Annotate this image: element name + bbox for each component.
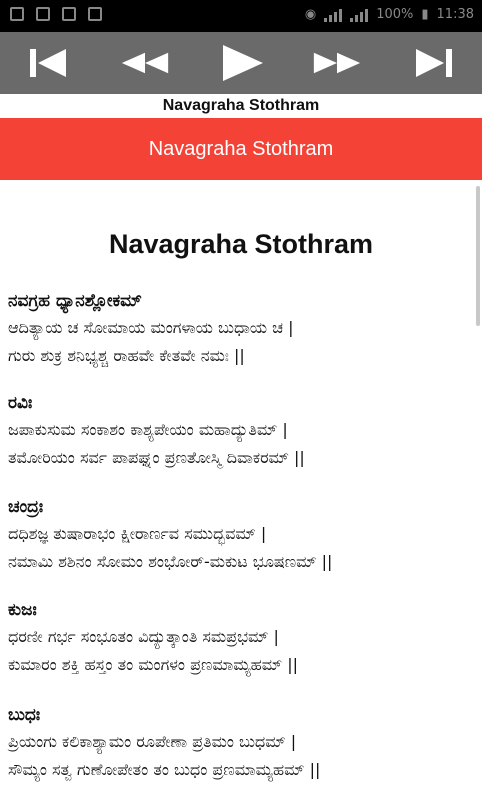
battery-level: 100% <box>376 7 414 22</box>
skip-previous-icon <box>24 43 72 83</box>
section-budha <box>8 702 473 784</box>
signal-icon <box>324 8 342 22</box>
notification-icon <box>88 7 102 21</box>
play-icon <box>213 41 269 85</box>
section-heading: ನವಗ್ರಹ ಧ್ಯಾನಶ್ಲೋಕಮ್ <box>8 291 142 311</box>
verse-line: ಆದಿತ್ಯಾಯ ಚ ಸೋಮಾಯ ಮಂಗಳಾಯ ಬುಧಾಯ ಚ | <box>8 318 294 337</box>
notification-icon <box>10 7 24 21</box>
toolbar-banner <box>0 118 482 180</box>
fast-forward-button[interactable] <box>307 38 367 88</box>
section-heading: ರವಿಃ <box>8 393 33 413</box>
section-heading: ಕುಜಃ <box>8 600 37 620</box>
notification-icons <box>10 7 102 21</box>
verse-line: ದಧಿಶಜ್ಞ ತುಷಾರಾಭಂ ಕ್ಷೀರಾರ್ಣವ ಸಮುದ್ಭವಮ್ | <box>8 524 267 543</box>
clock: 11:38 <box>436 7 474 22</box>
section-dhyana <box>8 288 473 370</box>
battery-icon: ▮ <box>421 7 429 22</box>
section-heading: ಚಂದ್ರಃ <box>8 497 44 517</box>
stothram-content[interactable] <box>0 180 482 800</box>
notification-icon <box>62 7 76 21</box>
banner-title: Navagraha Stothram <box>148 138 334 160</box>
system-icons <box>305 7 474 22</box>
skip-next-button[interactable] <box>404 38 464 88</box>
skip-previous-button[interactable] <box>18 38 78 88</box>
section-ravi <box>8 390 473 472</box>
notification-icon <box>36 7 50 21</box>
verse-line: ಗುರು ಶುಕ್ರ ಶನಿಭ್ಯಶ್ಚ ರಾಹವೇ ಕೇತವೇ ನಮಃ || <box>8 346 245 365</box>
status-bar <box>0 0 482 32</box>
verse-line: ನಮಾಮಿ ಶಶಿನಂ ಸೋಮಂ ಶಂಭೋರ್-ಮಕುಟ ಭೂಷಣಮ್ || <box>8 552 333 571</box>
verse-line: ಕುಮಾರಂ ಶಕ್ತಿ ಹಸ್ತಂ ತಂ ಮಂಗಳಂ ಪ್ರಣಮಾಮ್ಯಹಮ್ || <box>8 655 299 674</box>
rewind-button[interactable] <box>115 38 175 88</box>
section-heading: ಬುಧಃ <box>8 705 41 725</box>
verse-line: ಜಪಾಕುಸುಮ ಸಂಕಾಶಂ ಕಾಶ್ಯಪೇಯಂ ಮಹಾದ್ಯುತಿಮ್ | <box>8 420 288 439</box>
wifi-icon: ◉ <box>304 7 317 22</box>
verse-line: ತಮೋರಿಯಂ ಸರ್ವ ಪಾಪಘ್ನಂ ಪ್ರಣತೋಸ್ಮಿ ದಿವಾಕರಮ್ || <box>8 448 305 467</box>
play-button[interactable] <box>211 38 271 88</box>
app-title: Navagraha Stothram <box>162 97 320 114</box>
verse-line: ಧರಣೀ ಗರ್ಭ ಸಂಭೂತಂ ವಿದ್ಯುತ್ಕಾಂತಿ ಸಮಪ್ರಭಮ್ | <box>8 627 279 646</box>
skip-next-icon <box>410 43 458 83</box>
verse-line: ಪ್ರಿಯಂಗು ಕಲಿಕಾಶ್ಯಾಮಂ ರೂಪೇಣಾ ಪ್ರತಿಮಂ ಬುಧಮ್ | <box>8 732 297 751</box>
rewind-icon <box>115 43 175 83</box>
page-title: Navagraha Stothram <box>108 229 374 259</box>
section-chandra <box>8 494 473 576</box>
section-kuja <box>8 597 473 679</box>
signal-icon <box>350 8 368 22</box>
verse-line: ಸೌಮ್ಯಂ ಸತ್ವ ಗುಣೋಪೇತಂ ತಂ ಬುಧಂ ಪ್ರಣಮಾಮ್ಯಹಮ್ || <box>8 760 321 779</box>
playback-controls <box>0 32 482 94</box>
fast-forward-icon <box>307 43 367 83</box>
